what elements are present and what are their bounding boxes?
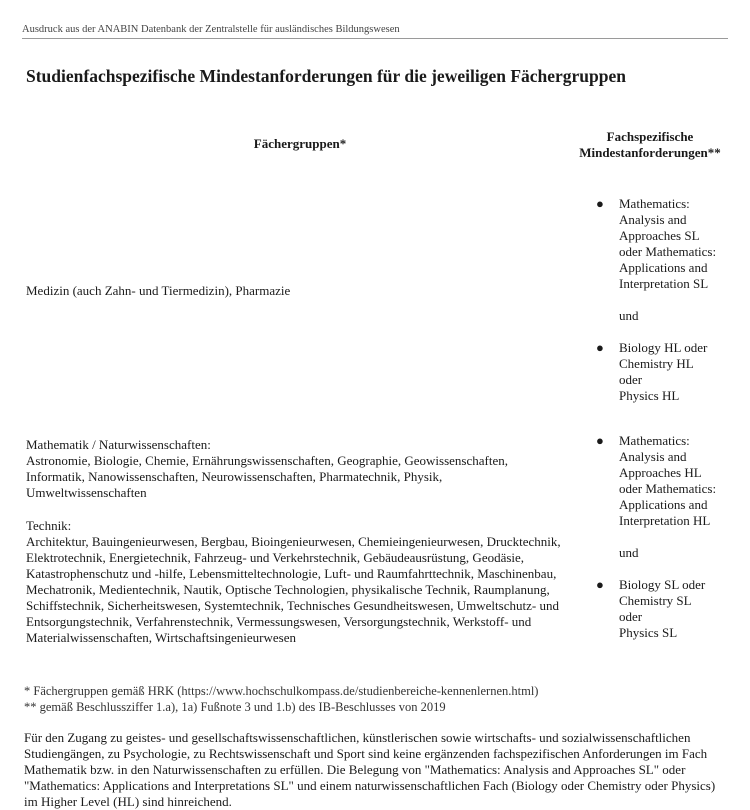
- requirement-connector: und: [619, 308, 639, 323]
- requirement-item: [596, 433, 746, 529]
- bullet-icon: ●: [596, 577, 604, 592]
- row-medicine-requirements: [596, 196, 746, 404]
- requirement-item: [596, 196, 746, 292]
- column-header-subject-groups: Fächergruppen*: [253, 136, 347, 151]
- bullet-icon: ●: [596, 196, 604, 211]
- requirement-math: Mathematics: Analysis and Approaches HL oder Mathematics: Applications and Interpretation HL: [619, 433, 717, 528]
- document-title: Studienfachspezifische Mindestanforderungen für die jeweiligen Fächergruppen: [26, 66, 627, 86]
- column-header-requirements: Fachspezifische Mindestanforderungen**: [579, 129, 721, 160]
- footnote-1: * Fächergruppen gemäß HRK (https://www.hochschulkompass.de/studienbereiche-kennenlernen.html): [24, 684, 539, 698]
- requirement-science: Biology HL oder Chemistry HL oder Physics HL: [619, 340, 708, 403]
- footnotes: [24, 683, 538, 715]
- requirement-item: [596, 340, 746, 404]
- requirement-math: Mathematics: Analysis and Approaches SL oder Mathematics: Applications and Interpretation SL: [619, 196, 717, 291]
- bullet-icon: ●: [596, 340, 604, 355]
- requirement-science: Biology SL oder Chemistry SL oder Physics SL: [619, 577, 706, 640]
- group-list-engineering: Architektur, Bauingenieurwesen, Bergbau, Bioingenieurwesen, Chemieingenieurwesen, Drucktechnik, Elektrotechnik, Energietechnik, Fahrzeug- und Verkehrstechnik, Gebäudeausrüstung, Geodäsie, Katastrophenschutz und -hilfe, Lebensmitteltechnologie, Luft- und Raumfahrttechnik, Maschinenbau, Mechatronik, Medientechnik, Nautik, Optische Technologien, physikalische Technik, Raumplanung, Schiffstechnik, Sicherheitswesen, Systemtechnik, Technisches Gesundheitswesen, Umweltschutz- und Entsorgungstechnik, Verfahrenstechnik, Vermessungswesen, Versorgungstechnik, Werkstoff- und Materialwissenschaften, Wirtschaftsingenieurwesen: [26, 534, 561, 645]
- page-header: Ausdruck aus der ANABIN Datenbank der Zentralstelle für ausländisches Bildungswesen: [22, 24, 728, 39]
- footnote-2: ** gemäß Beschlussziffer 1.a), 1a) Fußnote 3 und 1.b) des IB-Beschlusses von 2019: [24, 700, 446, 714]
- group-heading-engineering: Technik:: [26, 518, 72, 533]
- bullet-icon: ●: [596, 433, 604, 448]
- general-access-note: Für den Zugang zu geistes- und gesellschaftswissenschaftlichen, künstlerischen sowie wirtschafts- und sozialwissenschaftlichen Studiengängen, zu Psychologie, zu Rechtswissenschaft und Sport sind keine ergänzenden fachspezifischen Anforderungen im Fach Mathematik bzw. in den Naturwissenschaften zu erfüllen. Die Belegung von "Mathematics: Analysis and Approaches SL" oder "Mathematics: Applications and Interpretations SL" und einem naturwissenschaftlichen Fach (Biology oder Chemistry oder Physics) im Higher Level (HL) sind hinreichend.: [24, 730, 716, 809]
- row-stem-requirements: [596, 433, 746, 641]
- requirement-item: [596, 577, 746, 641]
- row-stem-groups: [26, 437, 566, 646]
- group-heading-math-science: Mathematik / Naturwissenschaften:: [26, 437, 211, 452]
- group-list-math-science: Astronomie, Biologie, Chemie, Ernährungswissenschaften, Geographie, Geowissenschaften, Informatik, Nanowissenschaften, Neurowissenschaften, Pharmatechnik, Physik, Umweltwissenschaften: [26, 453, 508, 500]
- row-medicine-group: Medizin (auch Zahn- und Tiermedizin), Pharmazie: [26, 283, 291, 298]
- requirement-connector: und: [619, 545, 639, 560]
